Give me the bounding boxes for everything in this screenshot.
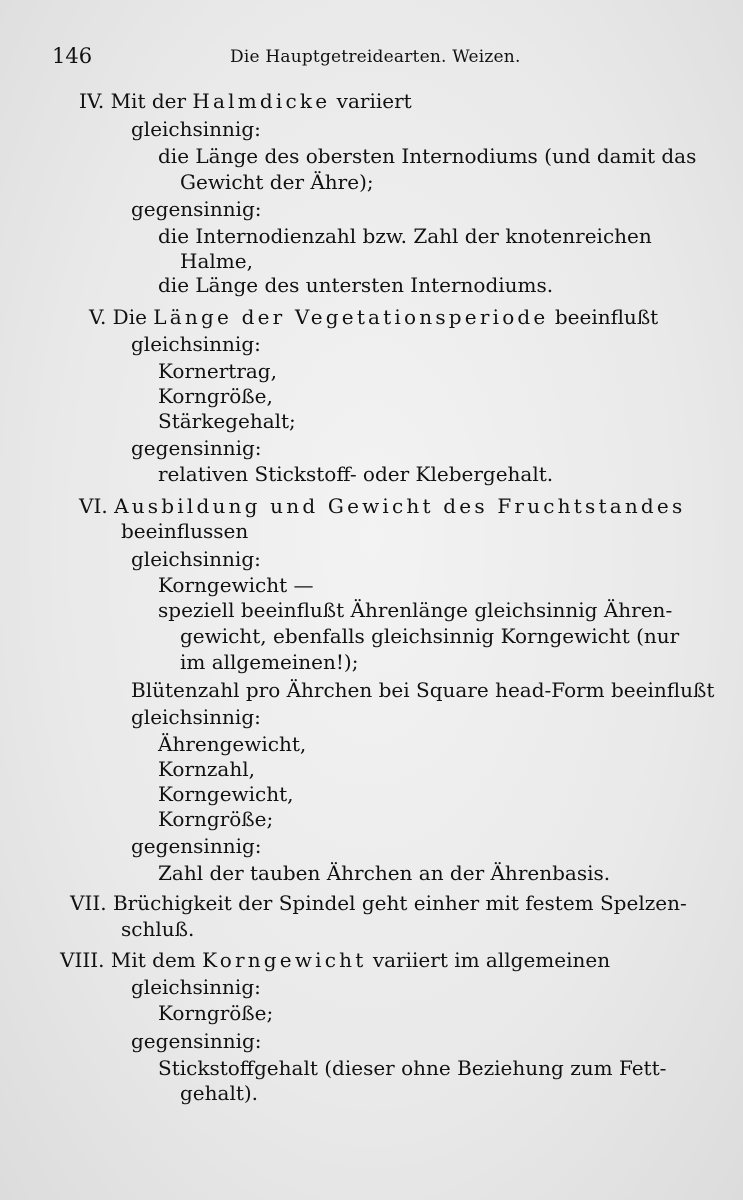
- section-intro-text: beeinflußt: [548, 305, 659, 329]
- page-header: [0, 44, 743, 74]
- relation-item: Zahl der tauben Ährchen an der Ährenbasis.: [158, 861, 611, 885]
- relation-item: gewicht, ebenfalls gleichsinnig Korngewicht (nur: [180, 624, 680, 648]
- relation-item: Kornzahl,: [158, 757, 255, 781]
- relation-item: Halme,: [180, 249, 253, 273]
- emphasized-term: Korngewicht: [202, 948, 367, 972]
- relation-label: gleichsinnig:: [131, 975, 261, 999]
- section-intro-text: beeinflussen: [121, 519, 249, 543]
- section-intro-text: Die: [112, 305, 154, 329]
- section-numeral: VIII.: [60, 948, 105, 972]
- emphasized-term: Halmdicke: [192, 89, 331, 113]
- section-v-heading: [89, 304, 658, 330]
- relation-item: Korngewicht —: [158, 573, 314, 597]
- relation-item: Stickstoffgehalt (dieser ohne Beziehung zum Fett-: [158, 1056, 667, 1080]
- section-vi-heading: [79, 493, 685, 519]
- relation-item: Kornertrag,: [158, 359, 277, 383]
- sub-relation-intro: Blütenzahl pro Ährchen bei Square head-Form beeinflußt: [131, 678, 715, 702]
- page-number: 146: [52, 44, 93, 68]
- relation-label: gegensinnig:: [131, 197, 262, 221]
- relation-label: gleichsinnig:: [131, 117, 261, 141]
- section-numeral: VI.: [79, 494, 108, 518]
- section-intro-text: Mit dem: [110, 948, 203, 972]
- section-numeral: IV.: [79, 89, 105, 113]
- section-intro-text: schluß.: [121, 917, 195, 941]
- running-head: Die Hauptgetreidearten. Weizen.: [230, 47, 521, 67]
- section-intro-text: variiert im allgemeinen: [366, 948, 611, 972]
- relation-label: gegensinnig:: [131, 834, 262, 858]
- section-intro-text: variiert: [330, 89, 412, 113]
- relation-label: gegensinnig:: [131, 1029, 262, 1053]
- section-viii-heading: [60, 947, 610, 973]
- relation-item: Korngewicht,: [158, 782, 294, 806]
- section-numeral: VII.: [70, 891, 107, 915]
- relation-item: die Länge des untersten Internodiums.: [158, 273, 554, 297]
- section-intro-text: Brüchigkeit der Spindel geht einher mit festem Spelzen-: [112, 891, 687, 915]
- relation-label: gleichsinnig:: [131, 705, 261, 729]
- relation-item: Korngröße;: [158, 807, 274, 831]
- relation-item: die Länge des obersten Internodiums (und damit das: [158, 144, 697, 168]
- section-intro-text: Mit der: [110, 89, 193, 113]
- relation-item: gehalt).: [180, 1081, 259, 1105]
- relation-label: gleichsinnig:: [131, 547, 261, 571]
- relation-item: die Internodienzahl bzw. Zahl der knotenreichen: [158, 224, 652, 248]
- relation-item: Stärkegehalt;: [158, 409, 296, 433]
- emphasized-term: Länge der Vegetationsperiode: [153, 305, 549, 329]
- relation-label: gleichsinnig:: [131, 332, 261, 356]
- relation-label: gegensinnig:: [131, 436, 262, 460]
- relation-item: Korngröße,: [158, 384, 273, 408]
- relation-item: Gewicht der Ähre);: [180, 170, 374, 194]
- relation-item: relativen Stickstoff- oder Klebergehalt.: [158, 462, 554, 486]
- section-numeral: V.: [89, 305, 107, 329]
- relation-item: Ährengewicht,: [158, 732, 307, 756]
- section-iv-heading: [79, 88, 412, 114]
- relation-item: speziell beeinflußt Ährenlänge gleichsinnig Ähren-: [158, 598, 673, 622]
- relation-item: im allgemeinen!);: [180, 650, 359, 674]
- emphasized-term: Ausbildung und Gewicht des Fruchtstandes: [114, 494, 686, 518]
- section-vii-heading: [70, 890, 687, 916]
- relation-item: Korngröße;: [158, 1001, 274, 1025]
